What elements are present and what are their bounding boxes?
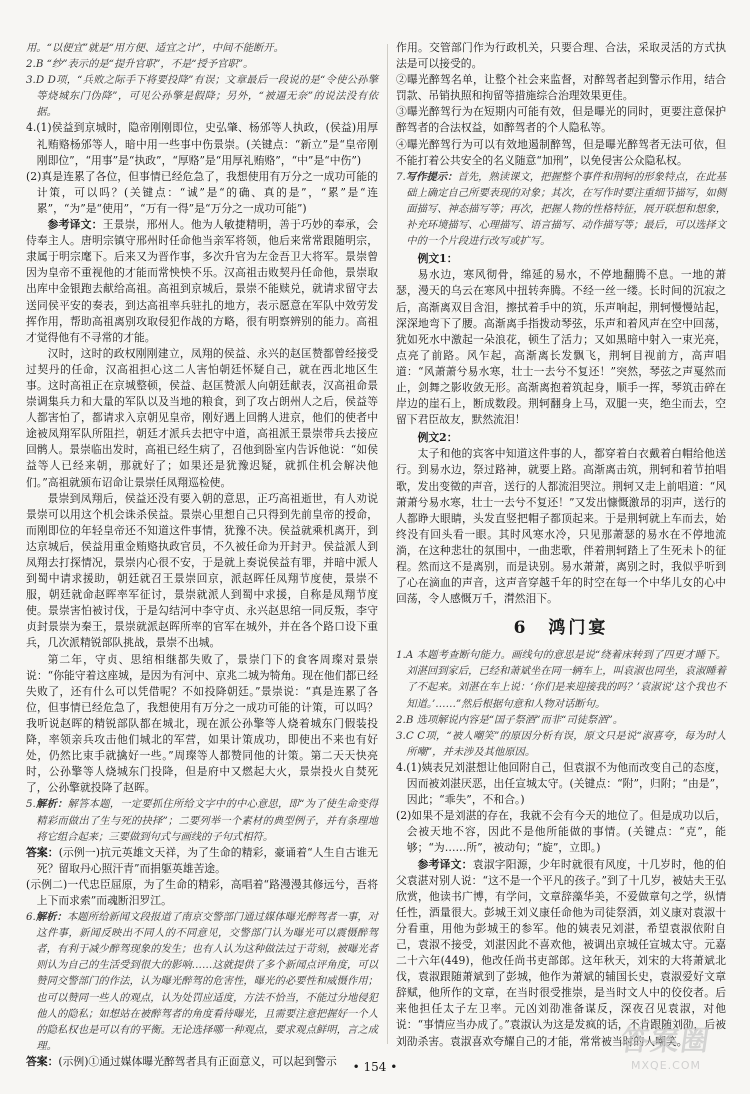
right-bottom-paragraph: 4.(1)姨表兄刘湛想让他回附自己，但袁淑不为他而改变自己的态度，因而被刘湛厌恶，出任宣城太守。(关键点：“附”，归附；“由是”，因此；“乖失”，不和合。) (396, 760, 726, 807)
watermark-logo (606, 1010, 726, 1080)
right-bottom-paragraph: 参考译文：袁淑字阳源，少年时就很有风度，十几岁时，他的伯父袁湛对别人说：“这不是一个平凡的孩子。”到了十几岁，被姑夫王弘欣赏，他读书广博，有学问，文章辞藻华美，不爱做章句之学，纵情任性，酒量很大。彭城王刘义康任命他为司徒祭酒，刘义康对袁淑十分看重，用他为彭城王的参军。他的姨表兄刘湛，希望袁淑依附自己，袁淑不接受，刘湛因此不喜欢他，被调出京城任宣城太守。元嘉二十六年(449)，他改任尚书吏部郎。这年秋天，刘宋的大将萧斌北伐，袁淑跟随萧斌到了彭城，他作为萧斌的辅国长史，袁淑爱好文章辞赋，他所作的文章，在当时很受推崇，是当时文人中的佼佼者。后来他担任太子左卫率。元凶刘劭准备谋反，深夜召见袁淑，对他说：“事情应当办成了。”袁淑认为这是发疯的话，不肯跟随刘劭，后被刘劭杀害。袁淑喜欢夸耀自己的才能，常常被当时的人嘲笑。 (396, 857, 727, 1048)
section-title: 6 鸿门宴 (513, 618, 609, 639)
right-top-paragraph: ③曝光醉驾行为在短期内可能有效，但是曝光的同时，更要注意保护醉驾者的合法权益，如醉驾者的个人隐私等。 (396, 105, 726, 135)
right-top-paragraph: 7.写作提示：首先，熟读课文，把握整个事件和荆轲的形象特点，在此基础上确定自己所要表现的对象；其次，在写作时要注重细节描写，如侧面描写、神态描写等；再次，把握人物的性格特征，展开联想和想象，补充环境描写、心理描写、语言描写、动作描写等；最后，可以选择文中的一个片段进行改写或扩写。 (396, 170, 726, 248)
left-paragraph: 第二年，守贞、思绾相继都失败了，景崇门下的食客周璨对景崇说：“你能守着这座城，是因为有河中、京兆二城为犄角。现在他们都已经失败了，还有什么可以凭借呢？不如投降朝廷。”景崇说：“真是连累了各位，但事情已经危急了，我想使用有万分之一成功可能的计策，可以吗？我听说赵晖的精锐部队都在城北，现在派公孙擎等人烧着城东门假装投降，率领亲兵攻击他们城北的军营，如果计策成功，即使出不来也有好处，仍然比束手就擒好一些。”周璨等人都赞同他的计策。第二天天快亮时，公孙擎等人烧城东门投降，但是府中又燃起大火，景崇投火自焚死了，公孙擎就投降了赵晖。 (26, 652, 378, 795)
right-bottom-paragraph: 1.A 本题考查断句能力。画线句的意思是说“绕着床转到了四更才睡下。刘湛回到家后，已经和萧斌坐在同一辆车上，叫袁淑也同坐，袁淑睡着了不起来。刘湛在车上说：‘你们是来迎接我的吗？’袁淑说‘这个我也不知道。’……”然后根据句意和人物对话断句。 (396, 649, 726, 710)
left-paragraph: 3.D D项，“兵败之际手下将要投降”有误；文章最后一段说的是“令使公孙擎等烧城东门伪降”，可见公孙擎是假降；另外，“被逼无奈”的说法没有依据。 (26, 74, 378, 119)
right-bottom-paragraph: 3.C C项，“被人嘲笑”的原因分析有误，原文只是说“淑喜夸，每为时人所嘲”，并未涉及其他原因。 (396, 729, 726, 758)
right-bottom-paragraph: 2.B 选项解说内容是“国子祭酒”而非“司徒祭酒”。 (396, 713, 624, 726)
example1-text: 易水边，寒风彻骨，绵延的易水，不停地翻腾不息。一地的萧瑟，漫天的乌云在寒风中扭转奔腾。不经一丝一缕。长时间的沉寂之后，高渐离双目含泪，擦拭着手中的筑，乐声响起，荆轲慢慢站起，深深地弯下了腰。高渐离手指拨动琴弦，乐声和着风声在空中回荡，犹如死水中激起一朵浪花，顿生了活力；又如黑暗中射入一束光亮，点亮了前路。风乍起，高渐离长发飘飞，荆轲目视前方，高声唱道：“风萧萧兮易水寒，壮士一去兮不复还！”突然，琴弦之声戛然而止，剑舞之影收敛无形。高渐离抱着筑起身，顺手一挥，琴筑击碎在岸边的崖石上，断成数段。荆轲翻身上马，双腿一夹，绝尘而去，空留下君臣故友，默然流泪！ (396, 268, 726, 427)
page-number: • 154 • (352, 1060, 398, 1074)
watermark-site-text: MXQE.COM (631, 1058, 701, 1072)
left-paragraph: 答案：(示例)①通过媒体曝光醉驾者具有正面意义，可以起到警示 (26, 1054, 337, 1068)
paragraph-lead-label: 解析： (35, 798, 68, 811)
left-column (26, 40, 379, 1068)
left-paragraph: 用。“以便宜”就是“用方便、适宜之计”，中间不能断开。 (26, 42, 284, 54)
example2-text: 太子和他的宾客中知道这件事的人，都穿着白衣戴着白帽给他送行。到易水边，祭过路神，就要上路。高渐离击筑，荆轲和着节拍唱歌，发出变徵的声音，送行的人都流泪哭泣。荆轲又走上前唱道：“风萧萧兮易水寒，壮士一去兮不复还！”又发出慷慨激昂的羽声，送行的人都睁大眼睛，头发直竖把帽子都顶起来。于是荆轲就上车而去，始终没有回头看一眼。其时风寒水冷，只见那萧瑟的易水在不停地流淌，在这种悲壮的氛围中，一曲悲歌，伴着荆轲踏上了生死未卜的征程。然而这不是离别，而是诀别。易水萧萧，离别之时，我似乎听到了心在滴血的声音，这声音穿越千年的时空在每一个中华儿女的心中回荡，令人感慨万千，潸然泪下。 (396, 447, 726, 606)
left-paragraph: 2.B “纱”表示的是“提升官职”，不是“授予官职”。 (26, 58, 254, 71)
paragraph-lead-label: 参考译文： (417, 857, 473, 871)
left-paragraph: 5.解析：解答本题，一定要抓住所给文字中的中心意思，即“为了使生命变得精彩而做出了生与死的抉择”；二要列举一个素材的典型例子，并有条理地将它组合起来；三要做到句式与画线的子句式相符。 (26, 798, 379, 843)
paragraph-lead-label: 答案： (26, 845, 59, 859)
example2-title: 例文2： (417, 431, 458, 445)
left-paragraph: 6.解析：本题所给新闻文段报道了南京交警部门通过媒体曝光醉驾者一事，对这件事，新闻反映出不同人的不同意见，交警部门认为曝光可以震慑醉驾者，有利于减少醉驾现象的发生；也有人认为这种做法过于苛刻，被曝光者则认为自己的生活受到很大的影响……这就提供了多个新闻点评角度，可以赞同交警部门的作法，认为曝光醉驾的危害性，曝光的必要性和威慑作用；也可以赞同一些人的观点，认为处罚应适度，方法不恰当，不能过分地侵犯他人的隐私；如想站在被醉驾者的角度看待曝光，且需要注意把握好一个人的隐私权也是可以有的平衡。无论选择哪一种观点，要求观点鲜明，言之成理。 (26, 911, 379, 1052)
right-top-paragraph: 作用。交管部门作为行政机关，只要合理、合法，采取灵活的方式执法是可以接受的。 (396, 41, 726, 71)
right-top-paragraph: ④曝光醉驾行为可以有效地遏制醉驾，但是曝光醉驾者无法可依，但不能打着公共安全的名义随意“加刑”，以免侵害公众隐私权。 (396, 137, 726, 167)
watermark-logo-text: 答案圈 (618, 1023, 714, 1057)
paragraph-lead-label: 解析： (35, 911, 68, 924)
left-paragraph: 景崇到凤翔后，侯益还没有要入朝的意思，正巧高祖逝世，有人劝说景崇可以用这个机会诛杀侯益。景崇心里想自己只得到先前皇帝的授命，而刚即位的年轻皇帝还不知道这件事情，犹豫不决。侯益就乘机离开，到达京城后，侯益用重金贿赂执政官员，不久被任命为开封尹。侯益派人到凤翔去打探情况，景崇内心很不安，于是就上奏说侯益有罪，并暗中派人到蜀中请求援助，朝廷就召王景崇回京，派赵晖任凤翔节度使，景崇不服，朝廷就命赵晖率军征讨，景崇就派人到蜀中求援，自称是凤翔节度使。景崇害怕被讨伐，于是勾结河中李守贞、永兴赵思绾一同反叛，李守贞封景崇为秦王，景崇就派赵晖所率的官军在城外，并在各个路口设下重兵，几次派精锐部队挑战，景崇不出城。 (26, 491, 378, 650)
left-paragraph: 参考译文：王景崇，邢州人。他为人敏捷精明，善于巧妙的奉承，会侍奉主人。唐明宗镇守邢州时任命他当亲军将领，他后来常常跟随明宗，隶属于明宗麾下。后来又为晋作事，多次升官为左金吾卫大将军。景崇曾因为皇帝不重视他的才能而常怏怏不乐。汉高祖击败契丹任命他，景崇取出库中金银跑去献给高祖。高祖到京城后，景崇不能赎兑，就请求留守去送同侯平安的奏表，到达高祖率兵驻扎的地方，表示愿意在军队中效劳发挥作用，帮助高祖离别攻取侵犯作战的方略，很有明察辨别的能力。高祖才觉得他有不寻常的才能。 (26, 218, 379, 344)
column-divider (387, 44, 388, 1044)
left-paragraph: (2)真是连累了各位，但事情已经危急了，我想使用有万分之一成功可能的计策，可以吗？(关键点：“诚”是“的确、真的是”，“累”是“连累”，“为”是“使用”，“万有一得”是“万分之一成功可能”) (26, 169, 378, 215)
paragraph-lead-label: 参考译文： (47, 218, 103, 232)
right-bottom-paragraph: (2)如果不是刘湛的存在，我就不会有今天的地位了。但是成功以后，会被天地不容，因此不是他所能做的事情。(关键点：“克”，能够；“为……所”，被动句；“旋”，立即。) (396, 809, 726, 855)
right-column (396, 40, 726, 1050)
left-paragraph: 答案：(示例一)抗元英雄文天祥，为了生命的精彩，豪诵着“人生自古谁无死？留取丹心照汗青”而捐躯英雄苦途。 (26, 845, 378, 875)
paragraph-lead-label: 写作提示： (405, 170, 458, 183)
left-paragraph: 汉时，这时的政权刚刚建立，凤翔的侯益、永兴的赵匡赞都曾经接受过契丹的任命，汉高祖担心这二人害怕朝廷怀疑自己，就在西北地区生事。这时高祖正在京城整顿，侯益、赵匡赞派人向朝廷献表，汉高祖命景崇调集兵力和大量的军队以及当地的粮食，到了攻占朗州人之后，侯益等人都害怕了，都请求入京朝见皇帝，刚好遇上回鹘人进京，他们的使者中途被凤翔军队所阻拦，朝廷才派兵去把守中道，高祖派王景崇带兵去接应回鹘人。景崇临出发时，高祖已经生病了，召他到卧室内告诉他说：“如侯益等人已经来朝，那就好了；如果还是犹豫迟疑，就抓住机会解决他们。”高祖就颁布诏命让景崇任凤翔巡检使。 (26, 346, 378, 489)
right-bottom-answers (396, 647, 726, 1049)
right-top-answers (396, 40, 726, 249)
left-paragraph: 4.(1)侯益到京城时，隐帝刚刚即位，史弘肇、杨邠等人执政，(侯益)用厚礼贿赂杨邠等人，暗中用一些事中伤景崇。(关键点：“新立”是“皇帝刚刚即位”，“用事”是“执政”，“厚赂”是“用厚礼贿赂”，“中”是“中伤”) (26, 121, 378, 167)
paragraph-lead-label: 答案： (26, 1054, 59, 1068)
right-top-paragraph: ②曝光醉驾名单，让整个社会来监督，对醉驾者起到警示作用，结合罚款、吊销执照和拘留等措施综合治理效果更佳。 (396, 73, 726, 103)
left-paragraph: (示例二)一代忠臣屈原，为了生命的精彩，高唱着“路漫漫其修远兮，吾将上下而求索”而魂断汨罗江。 (26, 877, 378, 907)
example1-title: 例文1： (417, 252, 458, 266)
